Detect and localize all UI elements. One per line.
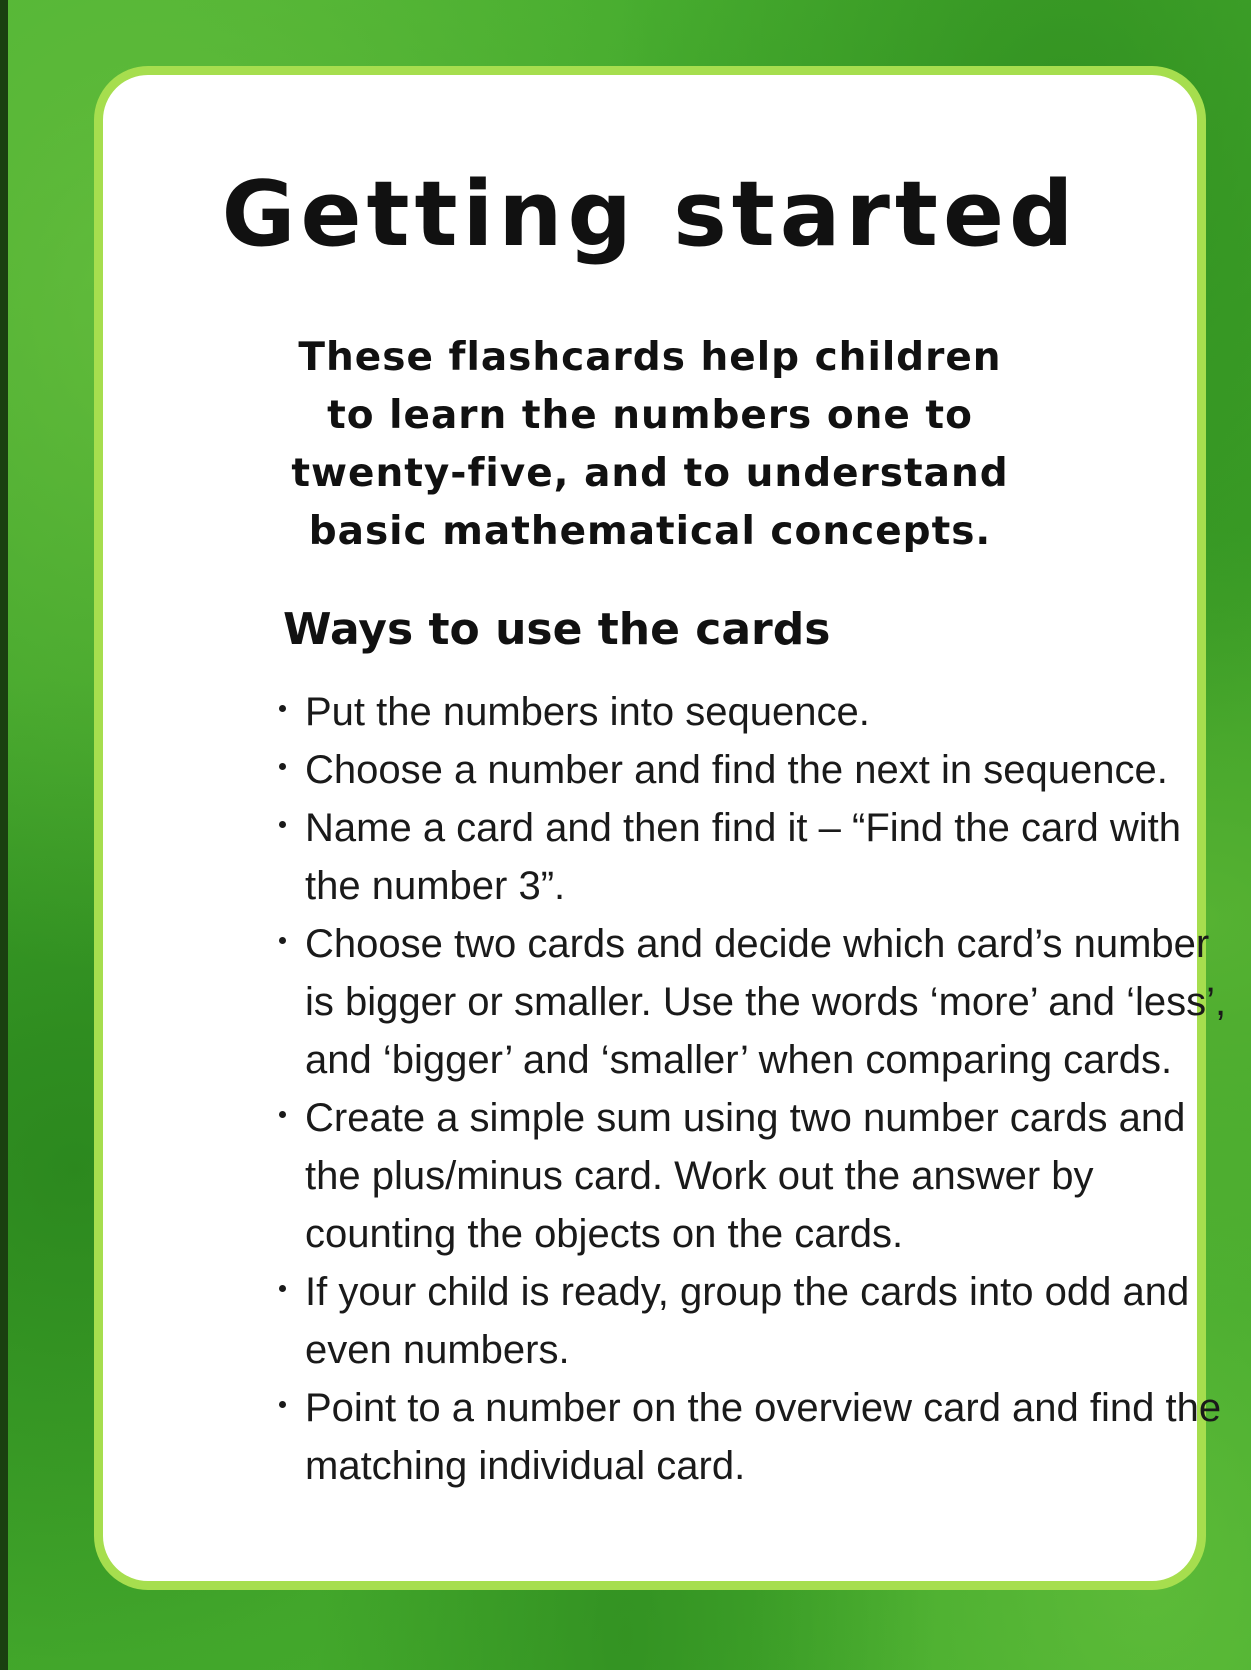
tip-text: Create a simple sum using two number cards and the plus/minus card. Work out the answer by counting the objects on the cards. (305, 1096, 1186, 1256)
list-item (273, 915, 1233, 1089)
list-item (273, 741, 1233, 799)
intro-line: These flashcards help children (298, 335, 1002, 380)
tip-text: Name a card and then find it – “Find the card with the number 3”. (305, 806, 1182, 908)
section-heading: Ways to use the cards (283, 604, 831, 655)
tip-text: Choose a number and find the next in sequence. (305, 748, 1168, 792)
tip-text: If your child is ready, group the cards into odd and even numbers. (305, 1270, 1190, 1372)
bullet-icon (279, 705, 286, 712)
tip-text: Choose two cards and decide which card’s number is bigger or smaller. Use the words ‘more’ and ‘less’, and ‘bigger’ and ‘smaller’ when comparing cards. (305, 922, 1227, 1082)
list-item (273, 1089, 1233, 1263)
list-item (273, 799, 1233, 915)
intro-text (103, 329, 1197, 561)
bullet-icon (279, 763, 286, 770)
intro-line: twenty-five, and to understand (291, 451, 1009, 496)
bullet-icon (279, 1285, 286, 1292)
bullet-icon (279, 1401, 286, 1408)
bullet-icon (279, 937, 286, 944)
intro-line: basic mathematical concepts. (308, 509, 992, 554)
list-item (273, 683, 1233, 741)
tips-list (273, 683, 1233, 1495)
list-item (273, 1263, 1233, 1379)
bullet-icon (279, 1111, 286, 1118)
page-title: Getting started (221, 162, 1079, 267)
left-edge-shadow (0, 0, 8, 1670)
tip-text: Put the numbers into sequence. (305, 690, 870, 734)
intro-line: to learn the numbers one to (327, 393, 973, 438)
list-item (273, 1379, 1233, 1495)
tip-text: Point to a number on the overview card and find the matching individual card. (305, 1386, 1222, 1488)
card-panel (94, 66, 1227, 1590)
bullet-icon (279, 821, 286, 828)
